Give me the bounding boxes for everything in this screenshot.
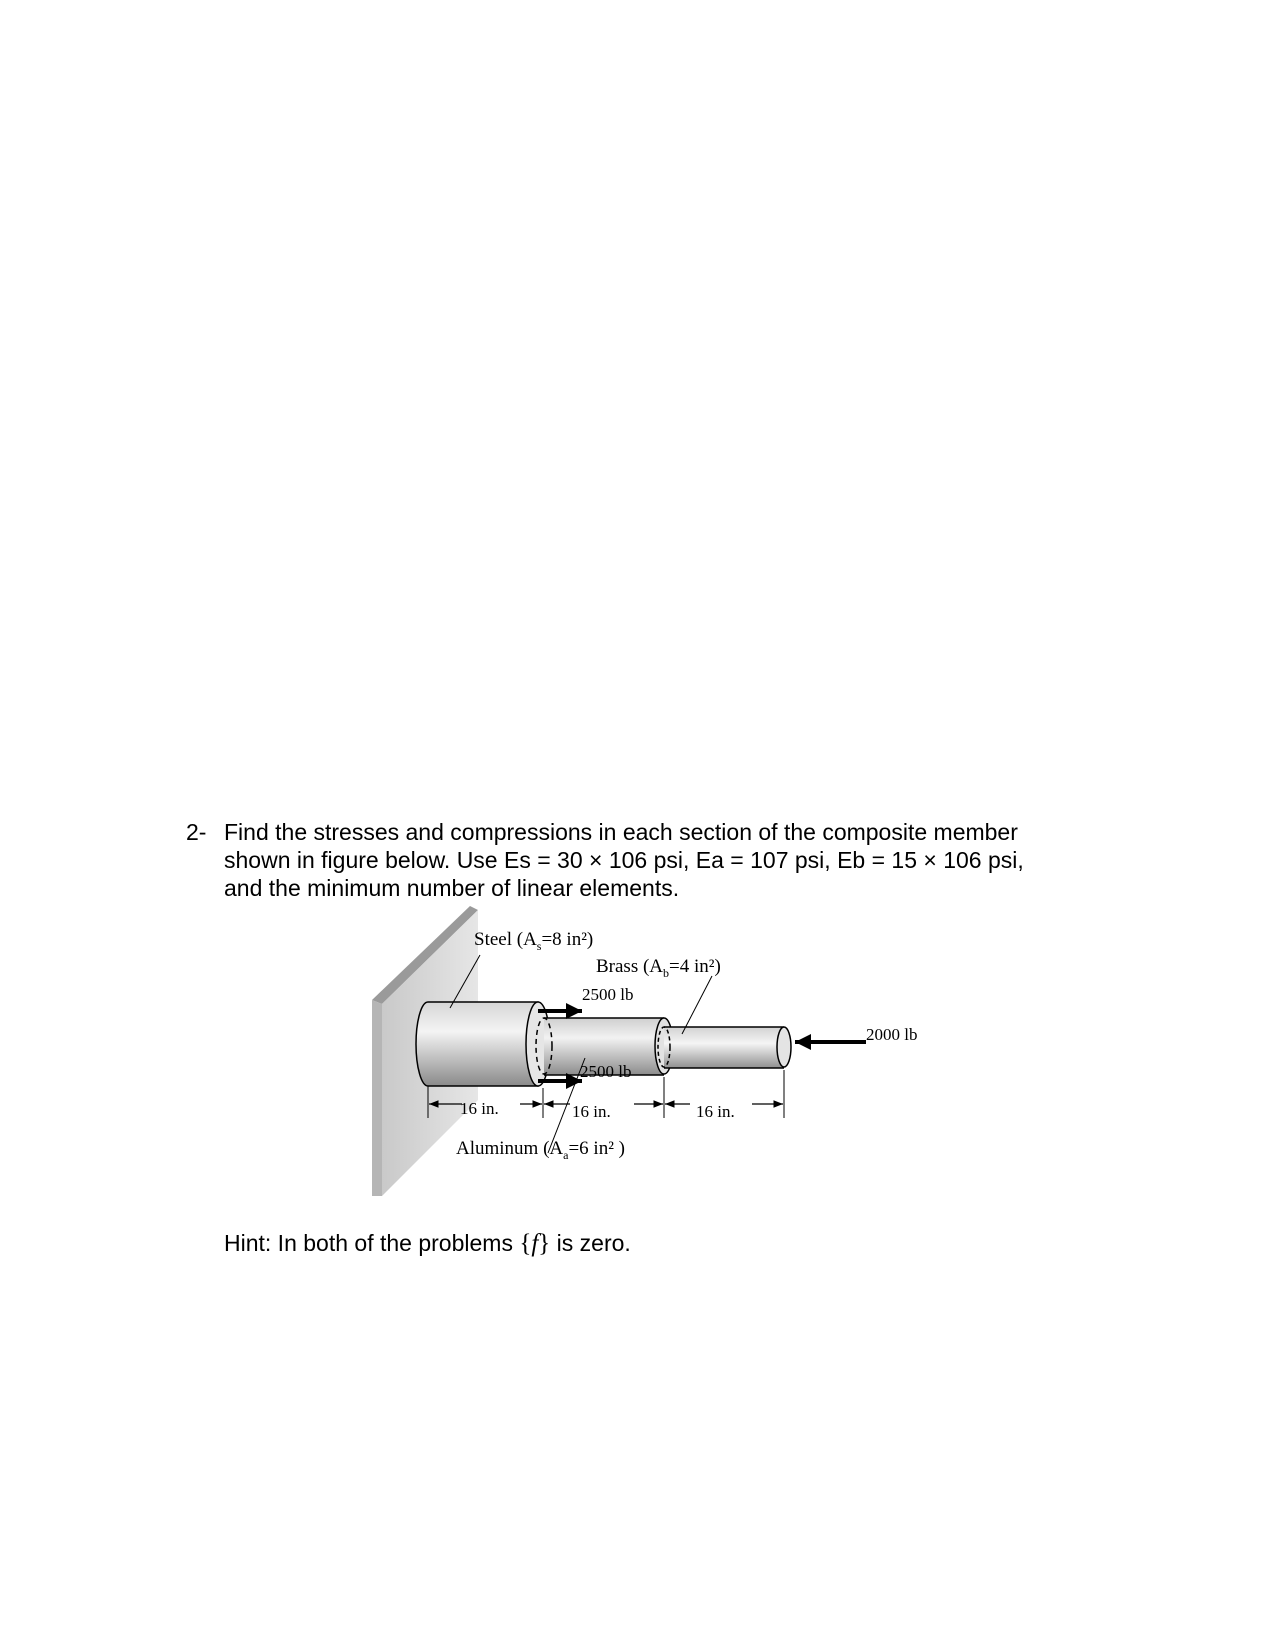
force-top-label: 2500 lb — [582, 985, 634, 1004]
problem-number: 2- — [186, 819, 207, 845]
dim-label-1: 16 in. — [460, 1099, 499, 1118]
hint-suffix: is zero. — [550, 1230, 631, 1256]
hint-open-brace: { — [519, 1230, 532, 1257]
hint-symbol: f — [531, 1230, 539, 1257]
hint-close-brace: } — [538, 1230, 551, 1257]
problem-line-3: and the minimum number of linear elements. — [224, 875, 680, 901]
force-bottom-label: 2500 lb — [580, 1062, 632, 1081]
aluminum-label: Aluminum ($A_a=6$ in² ) — [456, 1138, 625, 1162]
steel-label: Steel ($A_s=8$ in²) — [474, 929, 594, 953]
steel-section — [416, 1002, 550, 1086]
dim-label-3: 16 in. — [696, 1102, 735, 1121]
problem-line-2: shown in figure below. Use Es = 30 × 106 psi, Ea = 107 psi, Eb = 15 × 106 psi, — [224, 847, 1024, 873]
problem-line-1: Find the stresses and compressions in each section of the composite member — [224, 819, 1018, 845]
dim-label-2: 16 in. — [572, 1102, 611, 1121]
brass-leader — [682, 976, 712, 1034]
brass-label: Brass ($A_b=4$ in²) — [596, 956, 721, 980]
hint-prefix: Hint: In both of the problems — [224, 1230, 520, 1256]
brass-section — [658, 1027, 791, 1068]
hint-text — [224, 1230, 631, 1258]
force-end-label: 2000 lb — [866, 1025, 918, 1044]
